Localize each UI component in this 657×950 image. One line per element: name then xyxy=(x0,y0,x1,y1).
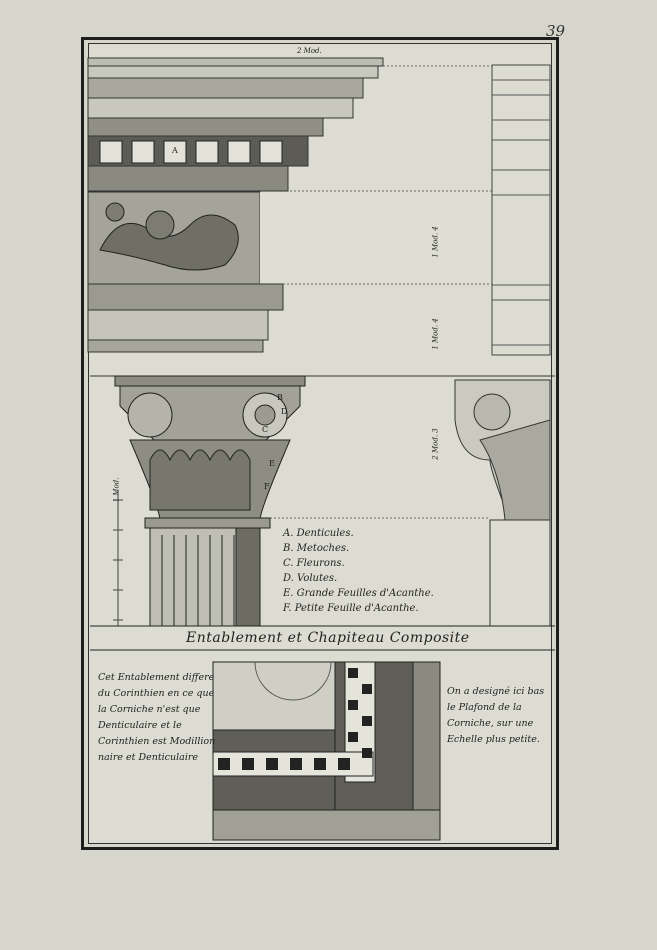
note-line: Cet Entablement differe xyxy=(98,672,215,683)
plate-title: Entablement et Chapiteau Composite xyxy=(186,630,470,646)
letter-e: E xyxy=(269,459,275,468)
scale-label-left: 1 Mod. xyxy=(112,477,121,503)
legend-item: C. Fleurons. xyxy=(283,558,345,569)
scale-label-capital: 2 Mod. 3 xyxy=(431,428,440,460)
letter-a: A xyxy=(172,146,178,155)
note-line: du Corinthien en ce que xyxy=(98,688,215,699)
note-line: Corniche, sur une xyxy=(447,718,534,729)
letter-d: D xyxy=(281,407,288,416)
letter-b: B xyxy=(277,393,283,402)
note-line: le Plafond de la xyxy=(447,702,522,713)
soffit-plan xyxy=(213,662,440,840)
note-line: naire et Denticulaire xyxy=(98,752,199,763)
legend-item: E. Grande Feuilles d'Acanthe. xyxy=(283,588,434,599)
left-scale-bar xyxy=(113,490,123,626)
architrave xyxy=(88,284,283,352)
legend-item: D. Volutes. xyxy=(283,573,338,584)
scale-label-top: 2 Mod. xyxy=(297,47,322,55)
note-left xyxy=(98,670,215,766)
letter-c: C xyxy=(262,425,269,434)
page-number: 39 xyxy=(546,22,566,40)
egg-and-dart-molding xyxy=(88,166,288,191)
note-line: On a designé ici bas xyxy=(447,686,545,697)
profile-capital xyxy=(455,380,550,626)
note-line: Echelle plus petite. xyxy=(447,734,540,745)
note-line: Corinthien est Modillion xyxy=(98,736,216,747)
legend xyxy=(283,526,434,616)
scale-label-frieze: 1 Mod. 4 xyxy=(431,226,440,258)
legend-item: B. Metoches. xyxy=(283,543,350,554)
note-line: la Corniche n'est que xyxy=(98,704,201,715)
right-scale-bar xyxy=(492,65,550,355)
note-right xyxy=(447,684,544,748)
column-shaft xyxy=(150,528,260,626)
frieze xyxy=(88,192,260,284)
letter-f: F xyxy=(264,482,270,491)
legend-item: F. Petite Feuille d'Acanthe. xyxy=(283,603,419,614)
note-line: Denticulaire et le xyxy=(98,720,182,731)
legend-item: A. Denticules. xyxy=(283,528,354,539)
scale-label-architrave: 1 Mod. 4 xyxy=(431,318,440,350)
